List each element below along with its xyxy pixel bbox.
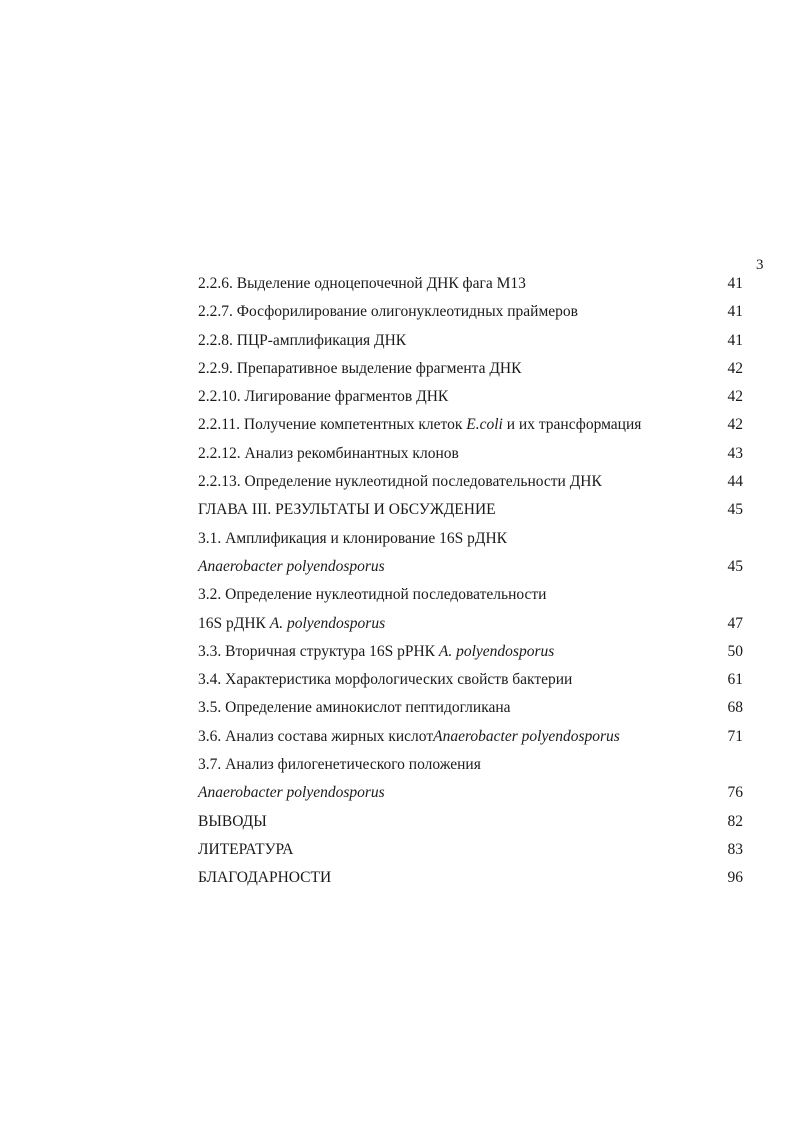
toc-entry-page: 42 (727, 359, 743, 377)
toc-entry-page: 45 (727, 501, 743, 519)
toc-entry-title (198, 471, 602, 493)
toc-title-italic-part: A. polyendosporus (438, 642, 555, 660)
toc-entry-title (198, 358, 521, 380)
page-number: 3 (756, 257, 764, 273)
toc-entry (198, 584, 743, 612)
toc-entry (198, 301, 743, 329)
table-of-contents (198, 273, 743, 896)
toc-entry-title (198, 499, 496, 521)
toc-title-part: 2.2.10. Лигирование фрагментов ДНК (198, 388, 449, 406)
toc-title-part: 3.1. Амплификация и клонирование 16S рДНК (198, 529, 508, 547)
toc-entry-title (198, 330, 406, 352)
toc-title-part: 3.6. Анализ состава жирных кислот (198, 727, 434, 745)
toc-entry-page: 83 (727, 840, 743, 858)
toc-entry (198, 839, 743, 867)
toc-title-part: ГЛАВА III. РЕЗУЛЬТАТЫ И ОБСУЖДЕНИЕ (198, 501, 496, 519)
toc-entry (198, 556, 743, 584)
toc-entry-title (198, 556, 385, 578)
toc-entry (198, 471, 743, 499)
toc-entry-page: 45 (727, 557, 743, 575)
toc-title-part: 3.4. Характеристика морфологических свойств бактерии (198, 671, 573, 689)
toc-title-part: 2.2.11. Получение компетентных клеток (198, 416, 467, 434)
toc-entry-page: 47 (727, 614, 743, 632)
toc-entry (198, 811, 743, 839)
toc-title-italic-part: Anaerobacter polyendosporus (433, 727, 620, 745)
toc-title-part: ЛИТЕРАТУРА (198, 840, 294, 858)
toc-title-part: 2.2.6. Выделение одноцепочечной ДНК фага М13 (198, 275, 526, 292)
toc-entry-page: 82 (727, 812, 743, 830)
toc-entry-page: 71 (727, 727, 743, 745)
toc-title-italic-part: A. polyendosporus (269, 614, 386, 632)
toc-entry-page: 44 (727, 473, 743, 491)
toc-entry (198, 754, 743, 782)
toc-title-part: 2.2.12. Анализ рекомбинантных клонов (198, 444, 459, 462)
toc-title-part: 3.3. Вторичная структура 16S рРНК (198, 642, 439, 660)
toc-entry-title (198, 867, 331, 889)
toc-title-part: 16S рДНК (198, 614, 270, 632)
toc-entry-title (198, 697, 511, 719)
toc-entry-page: 41 (727, 331, 743, 349)
toc-title-part: 3.7. Анализ филогенетического положения (198, 756, 481, 774)
toc-entry (198, 726, 743, 754)
toc-title-part: 2.2.13. Определение нуклеотидной последовательности ДНК (198, 473, 602, 491)
toc-entry-page: 42 (727, 388, 743, 406)
toc-entry (198, 499, 743, 527)
toc-title-part: и их трансформация (502, 416, 642, 434)
toc-entry-page: 41 (727, 275, 743, 292)
toc-entry-page: 50 (727, 642, 743, 660)
toc-entry-page: 41 (727, 303, 743, 321)
toc-entry (198, 669, 743, 697)
toc-entry-page: 76 (727, 784, 743, 802)
toc-entry-title (198, 414, 641, 436)
toc-entry (198, 273, 743, 301)
toc-entry-title (198, 754, 481, 776)
toc-title-italic-part: E.coli (466, 416, 503, 434)
toc-title-part: ВЫВОДЫ (198, 812, 267, 830)
toc-entry (198, 613, 743, 641)
toc-entry-page: 68 (727, 699, 743, 717)
toc-entry-title (198, 301, 578, 323)
toc-entry-title (198, 726, 620, 748)
toc-entry-title (198, 386, 448, 408)
toc-title-part: 3.2. Определение нуклеотидной последовательности (198, 586, 547, 604)
toc-entry-title (198, 669, 572, 691)
toc-title-italic-part: Anaerobacter polyendosporus (198, 557, 385, 575)
toc-entry-page: 42 (727, 416, 743, 434)
toc-title-part: 2.2.9. Препаративное выделение фрагмента ДНК (198, 359, 522, 377)
toc-title-part: БЛАГОДАРНОСТИ (198, 869, 332, 887)
toc-entry-title (198, 811, 267, 833)
toc-entry (198, 867, 743, 895)
toc-entry-title (198, 273, 526, 295)
toc-entry-title (198, 584, 546, 606)
toc-entry (198, 386, 743, 414)
toc-entry-title (198, 613, 385, 635)
toc-entry (198, 641, 743, 669)
toc-entry-title (198, 443, 459, 465)
toc-title-part: 2.2.7. Фосфорилирование олигонуклеотидных праймеров (198, 303, 578, 321)
toc-entry-title (198, 528, 507, 550)
toc-entry (198, 697, 743, 725)
toc-title-part: 2.2.8. ПЦР-амплификация ДНК (198, 331, 407, 349)
toc-title-italic-part: Anaerobacter polyendosporus (198, 784, 385, 802)
toc-entry (198, 414, 743, 442)
toc-entry-page: 61 (727, 671, 743, 689)
toc-title-part: 3.5. Определение аминокислот пептидогликана (198, 699, 511, 717)
toc-entry-page: 43 (727, 444, 743, 462)
toc-entry-title (198, 641, 554, 663)
toc-entry (198, 782, 743, 810)
toc-entry-page: 96 (727, 869, 743, 887)
toc-entry (198, 443, 743, 471)
toc-entry (198, 528, 743, 556)
toc-entry-title (198, 782, 385, 804)
toc-entry-title (198, 839, 293, 861)
toc-entry (198, 330, 743, 358)
toc-entry (198, 358, 743, 386)
